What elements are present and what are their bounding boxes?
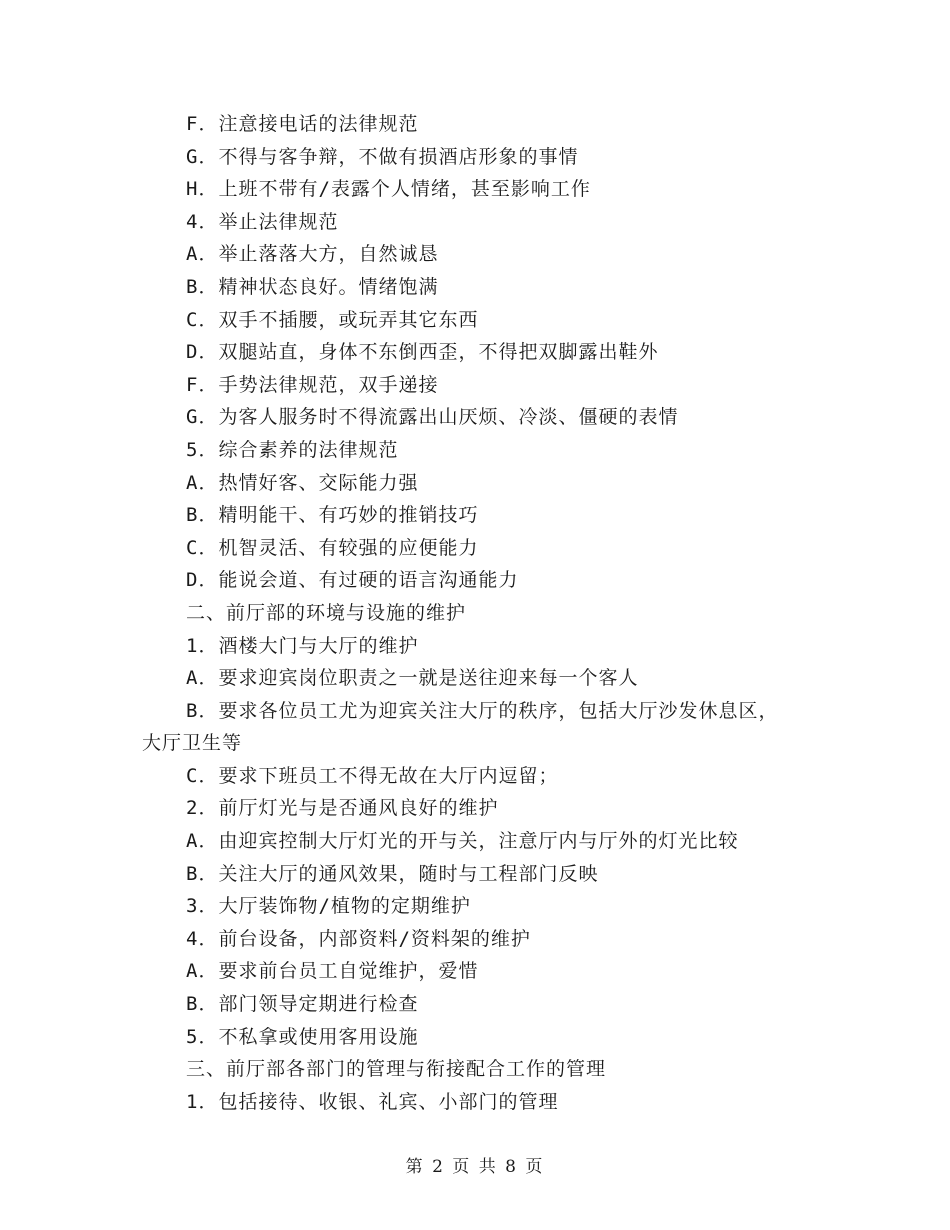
text-line: G．为客人服务时不得流露出山厌烦、冷淡、僵硬的表情 xyxy=(186,406,679,429)
text-line: 4．前台设备，内部资料/资料架的维护 xyxy=(186,927,531,950)
section-heading: 三、前厅部各部门的管理与衔接配合工作的管理 xyxy=(186,1058,607,1081)
text-line: A．举止落落大方，自然诚恳 xyxy=(186,243,439,266)
text-line: B．部门领导定期进行检查 xyxy=(186,993,419,1016)
text-line: 2．前厅灯光与是否通风良好的维护 xyxy=(186,797,499,820)
text-line: C．双手不插腰，或玩弄其它东西 xyxy=(186,308,479,331)
text-line: 1．包括接待、收银、礼宾、小部门的管理 xyxy=(186,1090,559,1113)
text-line: 5．综合素养的法律规范 xyxy=(186,438,399,461)
text-line-continuation: 大厅卫生等 xyxy=(142,732,243,755)
text-line: 5．不私拿或使用客用设施 xyxy=(186,1025,419,1048)
text-line: A．要求前台员工自觉维护，爱惜 xyxy=(186,960,479,983)
body-text xyxy=(0,108,950,1118)
text-line: 3．大厅装饰物/植物的定期维护 xyxy=(186,895,471,918)
page-number-footer: 第 2 页 共 8 页 xyxy=(405,1157,545,1177)
text-line: C．要求下班员工不得无故在大厅内逗留； xyxy=(186,764,559,787)
text-line: 1．酒楼大门与大厅的维护 xyxy=(186,634,419,657)
text-line: G．不得与客争辩，不做有损酒店形象的事情 xyxy=(186,145,579,168)
text-line: B．关注大厅的通风效果，随时与工程部门反映 xyxy=(186,862,599,885)
text-line: D．能说会道、有过硬的语言沟通能力 xyxy=(186,569,519,592)
text-line: B．精明能干、有巧妙的推销技巧 xyxy=(186,504,479,527)
text-line: B．精神状态良好。情绪饱满 xyxy=(186,275,439,298)
text-line: F．手势法律规范，双手递接 xyxy=(186,373,439,396)
text-line: D．双腿站直，身体不东倒西歪，不得把双脚露出鞋外 xyxy=(186,341,659,364)
section-heading: 二、前厅部的环境与设施的维护 xyxy=(186,601,467,624)
text-line: A．热情好客、交际能力强 xyxy=(186,471,419,494)
text-line: B．要求各位员工尤为迎宾关注大厅的秩序，包括大厅沙发休息区， xyxy=(186,699,779,722)
text-line: F．注意接电话的法律规范 xyxy=(186,113,419,135)
text-line: H．上班不带有/表露个人情绪，甚至影响工作 xyxy=(186,178,591,201)
text-line: C．机智灵活、有较强的应便能力 xyxy=(186,536,479,559)
text-line: 4．举止法律规范 xyxy=(186,210,339,233)
text-line: A．要求迎宾岗位职责之一就是送往迎来每一个客人 xyxy=(186,667,639,690)
text-line: A．由迎宾控制大厅灯光的开与关，注意厅内与厅外的灯光比较 xyxy=(186,830,739,853)
